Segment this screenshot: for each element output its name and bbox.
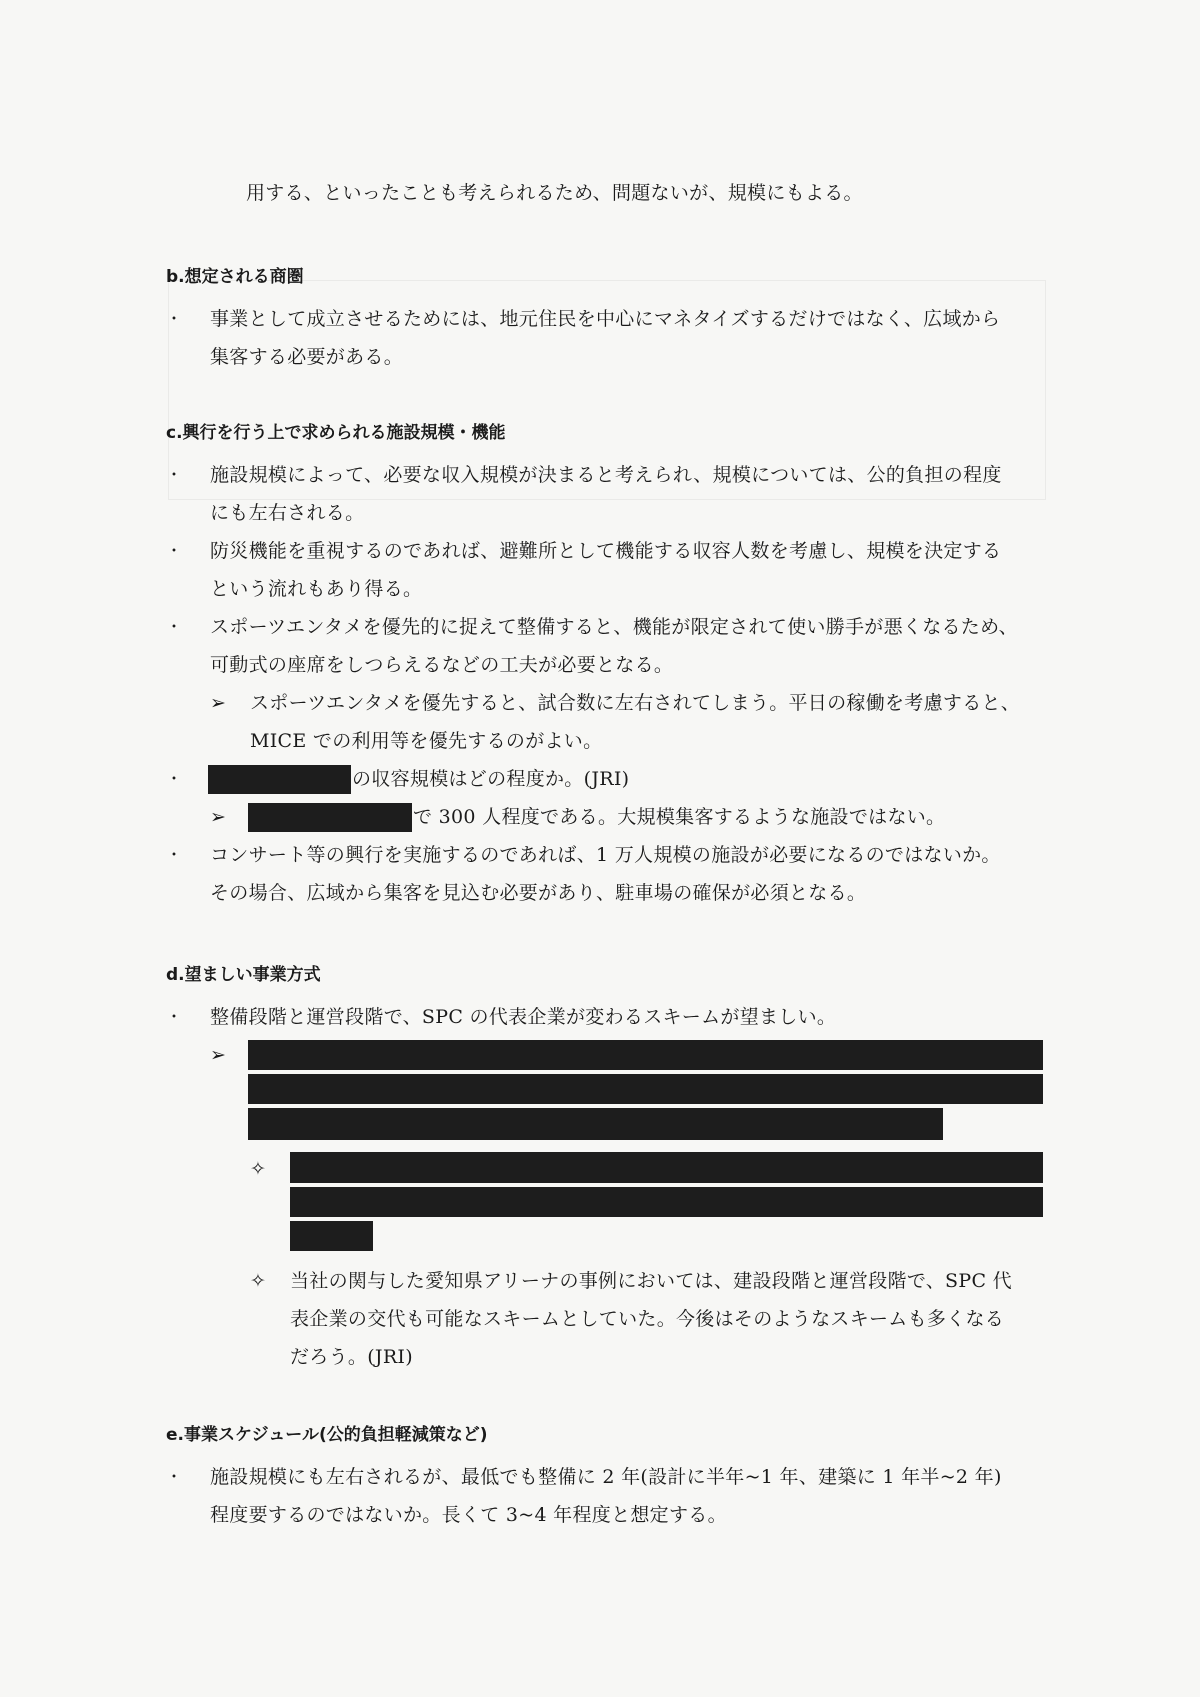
section-c-p3-line-2: 可動式の座席をしつらえるなどの工夫が必要となる。 xyxy=(210,654,674,676)
diamond-bullet: ✧ xyxy=(250,1158,267,1180)
redaction-block xyxy=(290,1187,1043,1217)
section-e-heading: e.事業スケジュール(公的負担軽減策など) xyxy=(166,1425,488,1445)
section-e-line-1: 施設規模にも左右されるが、最低でも整備に 2 年(設計に半年~1 年、建築に 1 年半~2 年) xyxy=(210,1466,1002,1488)
section-c-p1-line-2: にも左右される。 xyxy=(210,502,365,524)
bullet: ・ xyxy=(166,769,183,788)
section-d-subb-line-2: 表企業の交代も可能なスキームとしていた。今後はそのようなスキームも多くなる xyxy=(290,1308,1005,1330)
bullet: ・ xyxy=(166,465,183,484)
section-c-p4: の収容規模はどの程度か。(JRI) xyxy=(352,768,630,790)
arrow-bullet: ➢ xyxy=(210,806,227,828)
section-d-p1: 整備段階と運営段階で、SPC の代表企業が変わるスキームが望ましい。 xyxy=(210,1006,837,1028)
bullet: ・ xyxy=(166,845,183,864)
section-c-p1-line-1: 施設規模によって、必要な収入規模が決まると考えられ、規模については、公的負担の程度 xyxy=(210,464,1002,486)
bullet: ・ xyxy=(166,1007,183,1026)
intro-line: 用する、といったことも考えられるため、問題ないが、規模にもよる。 xyxy=(246,182,863,204)
redaction-block xyxy=(248,1074,1043,1104)
redaction-block xyxy=(290,1221,373,1251)
redaction-block xyxy=(248,803,412,832)
section-b-line-2: 集客する必要がある。 xyxy=(210,346,404,368)
section-c-sub1-line-2: MICE での利用等を優先するのがよい。 xyxy=(250,730,603,752)
arrow-bullet: ➢ xyxy=(210,692,227,714)
section-c-p5-line-1: コンサート等の興行を実施するのであれば、1 万人規模の施設が必要になるのではないか。 xyxy=(210,844,1001,866)
bullet: ・ xyxy=(166,1467,183,1486)
section-c-sub1-line-1: スポーツエンタメを優先すると、試合数に左右されてしまう。平日の稼働を考慮すると、 xyxy=(250,692,1021,714)
section-e-line-2: 程度要するのではないか。長くて 3~4 年程度と想定する。 xyxy=(210,1504,727,1526)
section-c-heading: c.興行を行う上で求められる施設規模・機能 xyxy=(166,423,506,443)
arrow-bullet: ➢ xyxy=(210,1044,227,1066)
redaction-block xyxy=(248,1040,1043,1070)
section-b-line-1: 事業として成立させるためには、地元住民を中心にマネタイズするだけではなく、広域から xyxy=(210,308,1001,330)
redaction-block xyxy=(208,765,351,794)
section-c-p3-line-1: スポーツエンタメを優先的に捉えて整備すると、機能が限定されて使い勝手が悪くなるため、 xyxy=(210,616,1018,638)
bullet: ・ xyxy=(166,309,183,328)
redaction-block xyxy=(290,1152,1043,1183)
section-c-sub2: で 300 人程度である。大規模集客するような施設ではない。 xyxy=(413,806,946,828)
bullet: ・ xyxy=(166,541,183,560)
section-d-subb-line-1: 当社の関与した愛知県アリーナの事例においては、建設段階と運営段階で、SPC 代 xyxy=(290,1270,1012,1292)
section-c-p5-line-2: その場合、広域から集客を見込む必要があり、駐車場の確保が必須となる。 xyxy=(210,882,867,904)
section-b-heading: b.想定される商圏 xyxy=(166,267,304,287)
redaction-block xyxy=(248,1108,943,1140)
diamond-bullet: ✧ xyxy=(250,1270,267,1292)
section-c-p2-line-2: という流れもあり得る。 xyxy=(210,578,423,600)
section-d-subb-line-3: だろう。(JRI) xyxy=(290,1346,413,1368)
section-c-p2-line-1: 防災機能を重視するのであれば、避難所として機能する収容人数を考慮し、規模を決定する xyxy=(210,540,1002,562)
bullet: ・ xyxy=(166,617,183,636)
section-d-heading: d.望ましい事業方式 xyxy=(166,965,321,985)
